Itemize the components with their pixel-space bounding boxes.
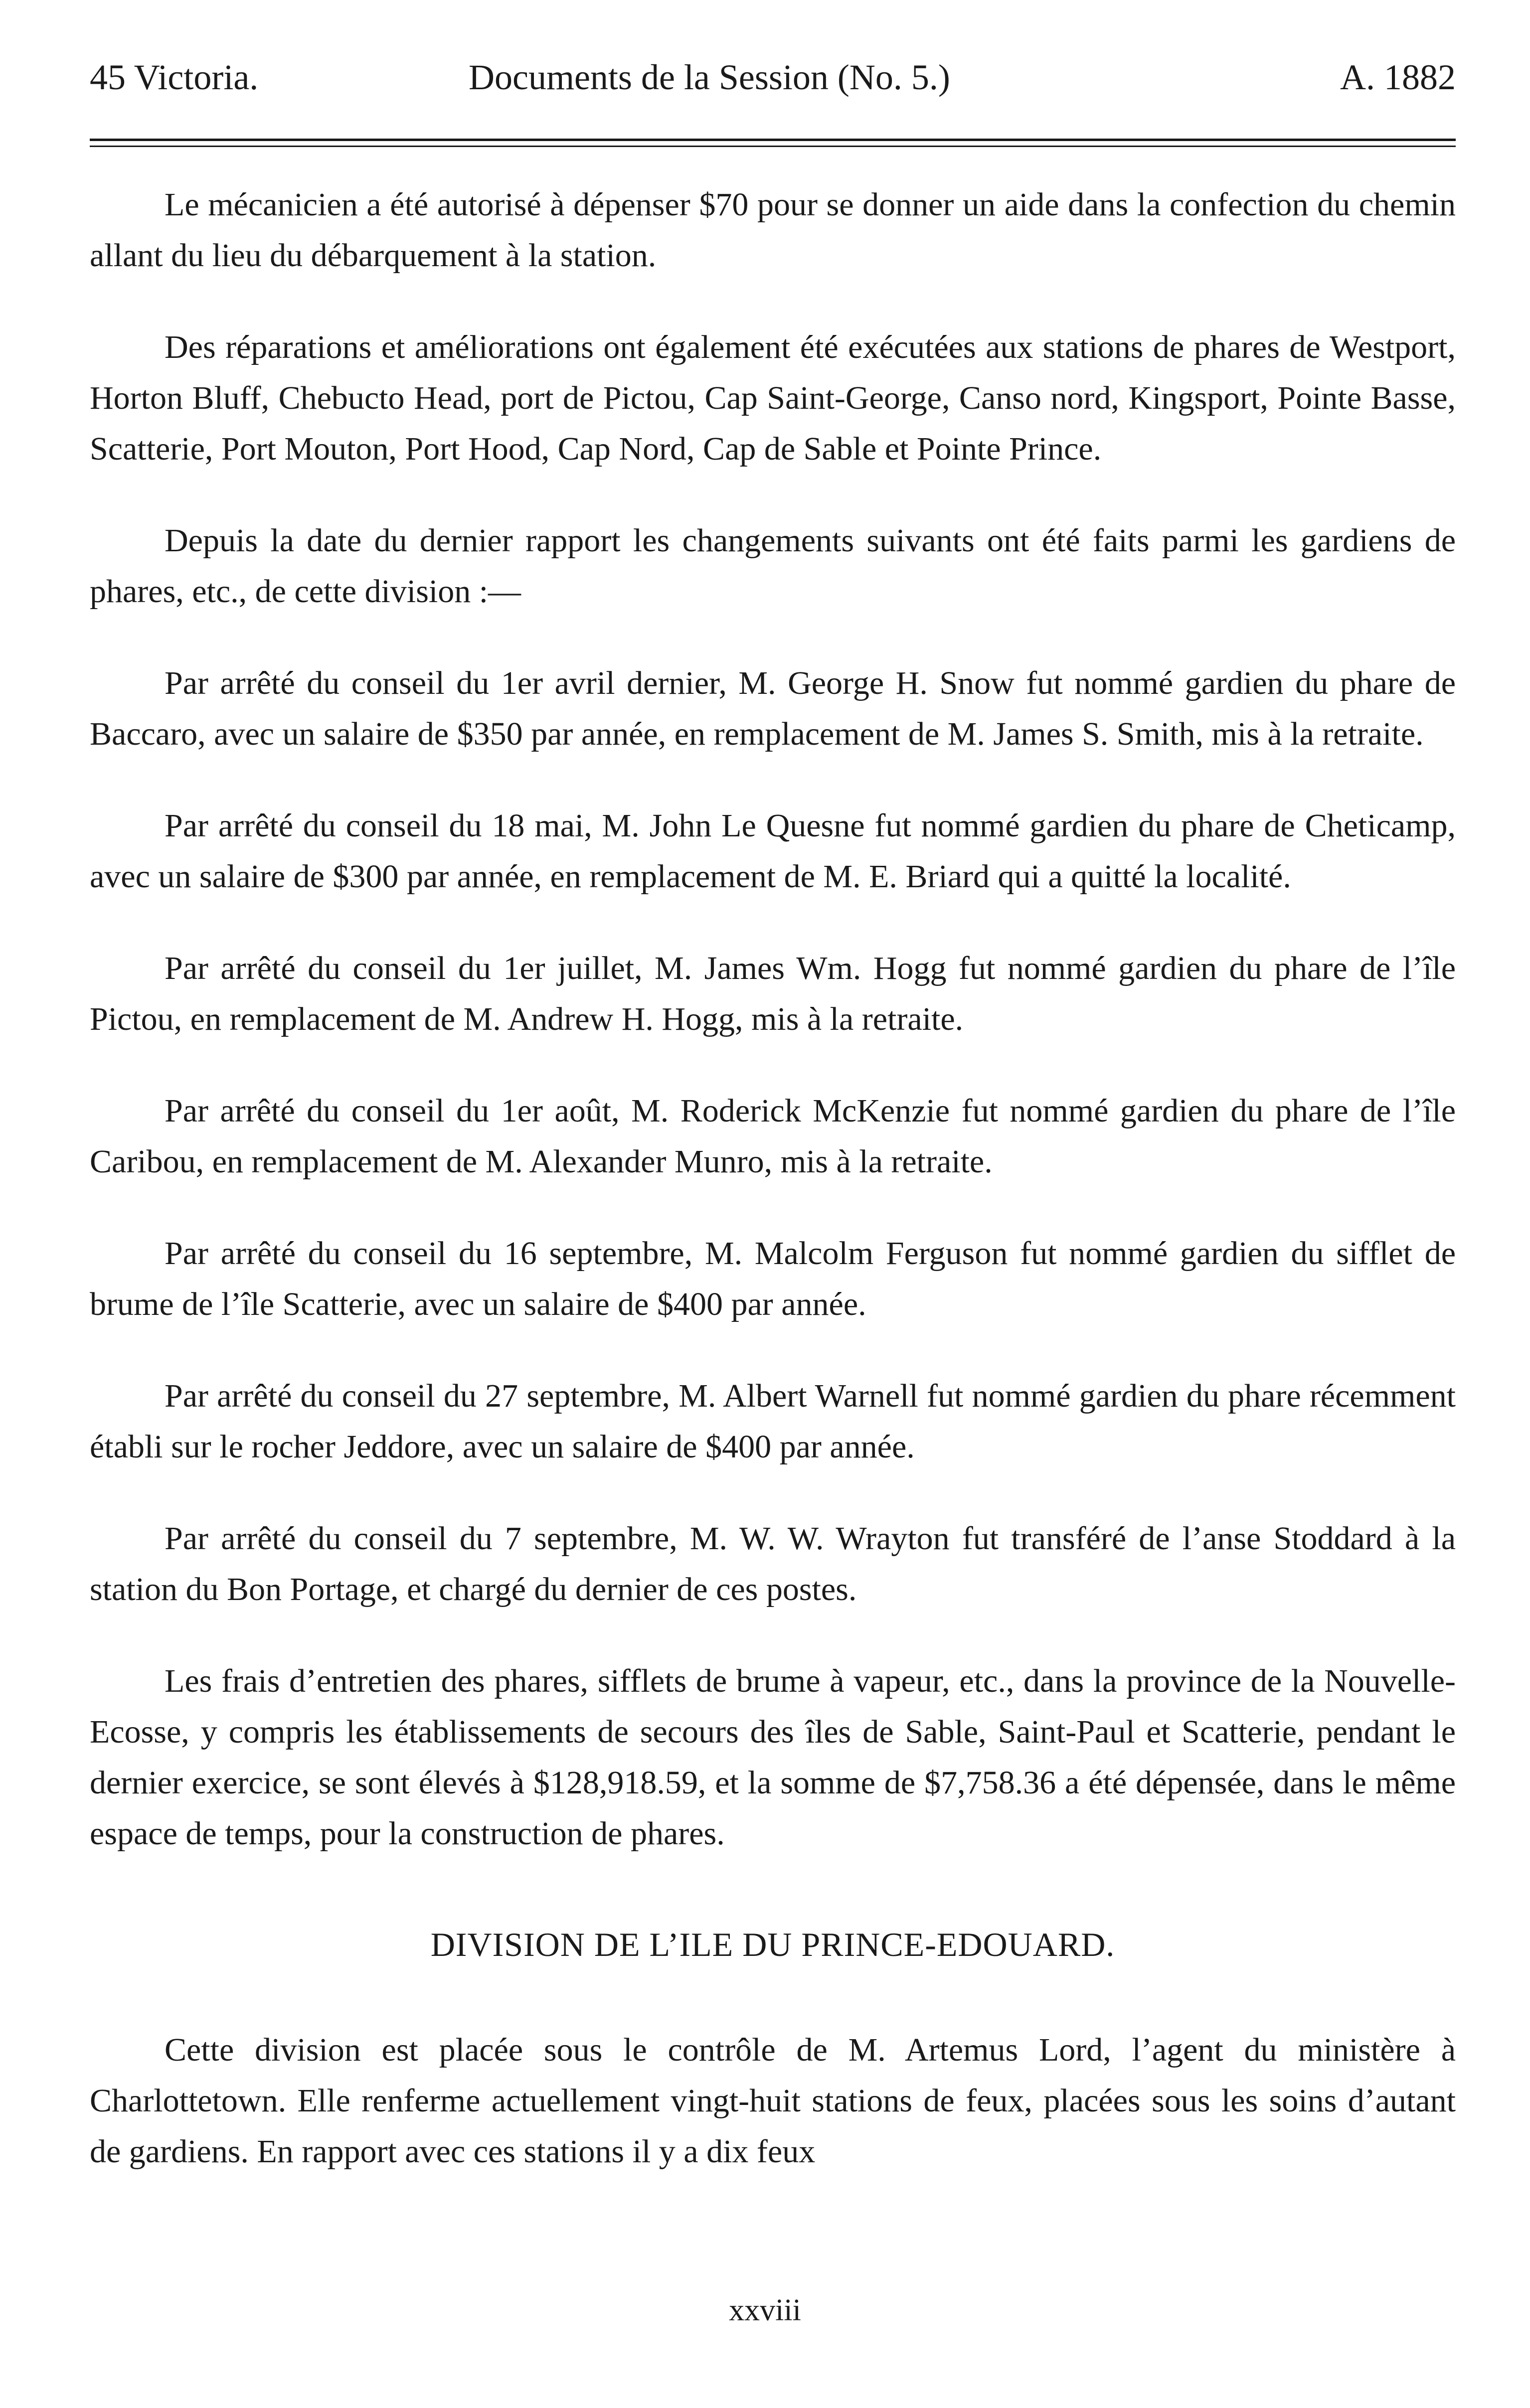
paragraph: Par arrêté du conseil du 1er avril dernier, M. George H. Snow fut nommé gardien du phare de Baccaro, avec un salaire de $350 par année, en remplacement de M. James S. Smith, mis à la retraite. <box>90 665 1456 752</box>
paragraph: Les frais d’entretien des phares, sifflets de brume à vapeur, etc., dans la province de la Nouvelle-Ecosse, y compris les établissements de secours des îles de Sable, Saint-Paul et Scatterie, pendant le dernier exercice, se sont élevés à $128,918.59, et la somme de $7,758.36 a été dépensée, dans le même espace de temps, pour la construction de phares. <box>90 1663 1456 1852</box>
paragraph: Le mécanicien a été autorisé à dépenser $70 pour se donner un aide dans la confection du chemin allant du lieu du débarquement à la station. <box>90 186 1456 274</box>
header-left: 45 Victoria. <box>90 57 259 97</box>
paragraph: Par arrêté du conseil du 27 septembre, M. Albert Warnell fut nommé gardien du phare récemment établi sur le rocher Jeddore, avec un salaire de $400 par année. <box>90 1378 1456 1465</box>
header-rule-thick <box>90 139 1456 141</box>
header-center: Documents de la Session (No. 5.) <box>469 57 950 97</box>
section-paragraph: Cette division est placée sous le contrôle de M. Artemus Lord, l’agent du ministère à Charlottetown. Elle renferme actuellement vingt-huit stations de feux, placées sous les soins d’autant de gardiens. En rapport avec ces stations il y a dix feux <box>90 2032 1456 2170</box>
body-text <box>90 179 1456 2218</box>
paragraph: Par arrêté du conseil du 1er juillet, M. James Wm. Hogg fut nommé gardien du phare de l’île Pictou, en remplacement de M. Andrew H. Hogg, mis à la retraite. <box>90 950 1456 1037</box>
paragraph: Par arrêté du conseil du 1er août, M. Roderick McKenzie fut nommé gardien du phare de l’île Caribou, en remplacement de M. Alexander Munro, mis à la retraite. <box>90 1093 1456 1180</box>
paragraph: Par arrêté du conseil du 7 septembre, M. W. W. Wrayton fut transféré de l’anse Stoddard à la station du Bon Portage, et chargé du dernier de ces postes. <box>90 1520 1456 1607</box>
running-header <box>90 47 1456 107</box>
paragraph: Par arrêté du conseil du 18 mai, M. John Le Quesne fut nommé gardien du phare de Cheticamp, avec un salaire de $300 par année, en remplacement de M. E. Briard qui a quitté la localité. <box>90 807 1456 895</box>
page-folio: xxviii <box>729 2293 801 2327</box>
paragraph: Par arrêté du conseil du 16 septembre, M. Malcolm Ferguson fut nommé gardien du sifflet de brume de l’île Scatterie, avec un salaire de $400 par année. <box>90 1235 1456 1322</box>
header-right: A. 1882 <box>1340 57 1456 97</box>
header-rule-thin <box>90 146 1456 147</box>
section-heading: DIVISION DE L’ILE DU PRINCE-EDOUARD. <box>430 1926 1115 1963</box>
paragraph: Depuis la date du dernier rapport les changements suivants ont été faits parmi les gardiens de phares, etc., de cette division :— <box>90 522 1456 610</box>
paragraph: Des réparations et améliorations ont également été exécutées aux stations de phares de Westport, Horton Bluff, Chebucto Head, port de Pictou, Cap Saint-George, Canso nord, Kingsport, Pointe Basse, Scatterie, Port Mouton, Port Hood, Cap Nord, Cap de Sable et Pointe Prince. <box>90 329 1456 467</box>
